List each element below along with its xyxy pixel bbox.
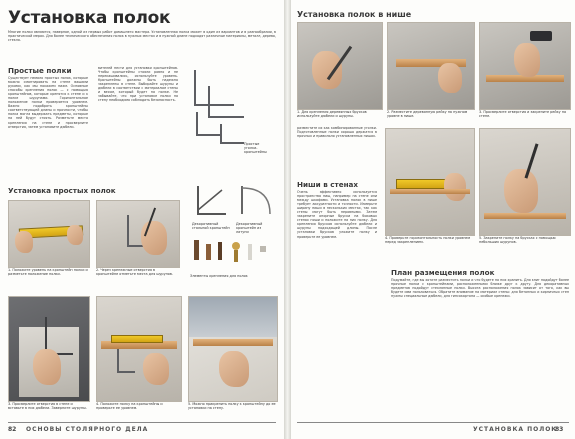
decorative-bracket-steel-label: Декоративный стальной кронштейн <box>192 222 230 231</box>
simple-shelves-text: Существует немало простых полок, которые можно смонтировать на стене вашими руками, как мы покажем ниже. Основные способы крепления полок — с помощью кронштейнов, которые крепятся к стене и к полке шурупами. Горизонтальное положение полки проверяется уровнем. Важно подобрать кронштейны соответствующей длины и прочности, чтобы полка могла выдержать предметы, которые на ней будут стоять. Разметьте места крепления на стене и просверлите отверстия, затем установите дюбели. <box>8 76 88 129</box>
niche-step-4-photo <box>385 128 475 236</box>
step-4-caption: 4. Положите полку на кронштейны и проверьте ее уровнем. <box>96 402 163 411</box>
niche-step-2-photo <box>387 22 475 110</box>
footer-rule-right <box>297 422 569 423</box>
fixings-label: Элементы крепления для полок <box>190 274 248 278</box>
left-page <box>0 0 284 439</box>
brackets-label: Простые уголки-кронштейны <box>244 142 267 155</box>
step-5-photo <box>188 296 278 402</box>
plan-text: Подумайте, где вы хотите разместить полки и что будете на них хранить. Для книг подойдут более прочные полки с кронштейнами, расположенными ближе друг к другу. Для декоративных предметов подойдут стеклянные полки. Высота расположения полок зависит от того, как вы будете ими пользоваться. Обратите внимание на материал стены: для бетонных и кирпичных стен нужны специальные дюбели, для гипсокартона — особые крепежи. <box>391 278 569 299</box>
step-3-photo <box>8 296 90 402</box>
section-title-plan: План размещения полок <box>391 268 495 277</box>
book-gutter <box>284 0 291 439</box>
step-1-photo <box>8 200 90 268</box>
fixings-image <box>190 234 274 272</box>
step-4-photo <box>96 296 182 402</box>
right-page <box>291 0 575 439</box>
step-3-caption: 3. Просверлите отверстия в стене и вставьте в них дюбели. Заверните шурупы. <box>8 402 87 411</box>
intro-text: Многие полки являются, наверное, одной из первых работ домашнего мастера. Установленная полка может в один из вариантов и в разнообразии, в практической мерах. Для более технического обеспечения полок в нужных местах и в нужной длине подходят различные материалы, металл, дерево, стекло. <box>8 30 276 43</box>
section-title-niches: Ниши в стенах <box>297 180 359 189</box>
page-number-left: 82 <box>8 426 17 433</box>
footer-rule <box>8 422 276 423</box>
step-1-caption: 1. Положите уровень на кронштейн полки и разметьте положение полки. <box>8 268 88 277</box>
running-head-left: ОСНОВЫ СТОЛЯРНОГО ДЕЛА <box>26 426 149 433</box>
niche-step-1-photo <box>297 22 383 110</box>
running-head-right: УСТАНОВКА ПОЛОК <box>473 426 558 433</box>
niche-step-4-caption: 4. Проверьте горизонтальность полки уровнем перед закреплением. <box>385 236 471 245</box>
step-5-caption: 5. Можно прикрепить полку к кронштейну до ее установки на стену. <box>188 402 276 411</box>
brackets-image <box>186 62 272 178</box>
page-number-right: 83 <box>555 426 564 433</box>
section-title-simple-shelves: Простые полки <box>8 66 72 75</box>
page-title: Установка полок <box>8 8 171 28</box>
niche-step-5-caption: 5. Закрепите полку на брусках с помощью небольших шурупов. <box>479 236 556 245</box>
niche-step-2-caption: 2. Разместите деревянную рейку на нужном уровне в нише. <box>387 110 468 119</box>
niche-install-title: Установка полок в нише <box>297 10 412 19</box>
niche-step-3-photo <box>479 22 571 110</box>
step-2-caption: 2. Через крепежные отверстия в кронштейне отметьте места для шурупов. <box>96 268 173 277</box>
niche-step-1-caption: 1. Для крепления деревянных брусков используйте дюбели и шурупы. <box>297 110 367 119</box>
decorative-bracket-brass-label: Декоративный кронштейн из латуни <box>236 222 263 235</box>
decorative-brackets-image <box>192 182 276 220</box>
niches-text: Очень эффективно используется пространство ниш, например на стене или между шкафами. Установка полок в нише требует аккуратности и точности. Измерьте ширину ниши в нескольких местах, так как стены могут быть неровными. Затем закрепите опорные бруски на боковых стенах ниши и положите на них полку. Для крепления брусков используйте дюбели и шурупы подходящей длины. После установки брусков уложите полку и проверьте ее уровнем. <box>297 190 377 239</box>
section-title-install: Установка простых полок <box>8 186 116 195</box>
niche-step-3-caption: 3. Просверлите отверстия и закрепите рейку на стене. <box>479 110 567 119</box>
simple-shelves-text-2: вителей нести для установки кронштейнов. Чтобы кронштейны стояли ровно и не перекашивались, используйте уровень. Кронштейны должны быть надежно закреплены в стене. Выбирайте шурупы и дюбели в соответствии с материалом стены и весом, который будет на полке. Не забывайте, что при установке полки на стену необходимо соблюдать безопасность. <box>98 66 178 103</box>
niche-step-5-photo <box>479 128 571 236</box>
step-2-photo <box>96 200 180 268</box>
niche-intro-text: разместите их как комбинированные уголки. Подготовленные полки хорошо держатся в прочных и правильно установленных нишах. <box>297 126 377 139</box>
